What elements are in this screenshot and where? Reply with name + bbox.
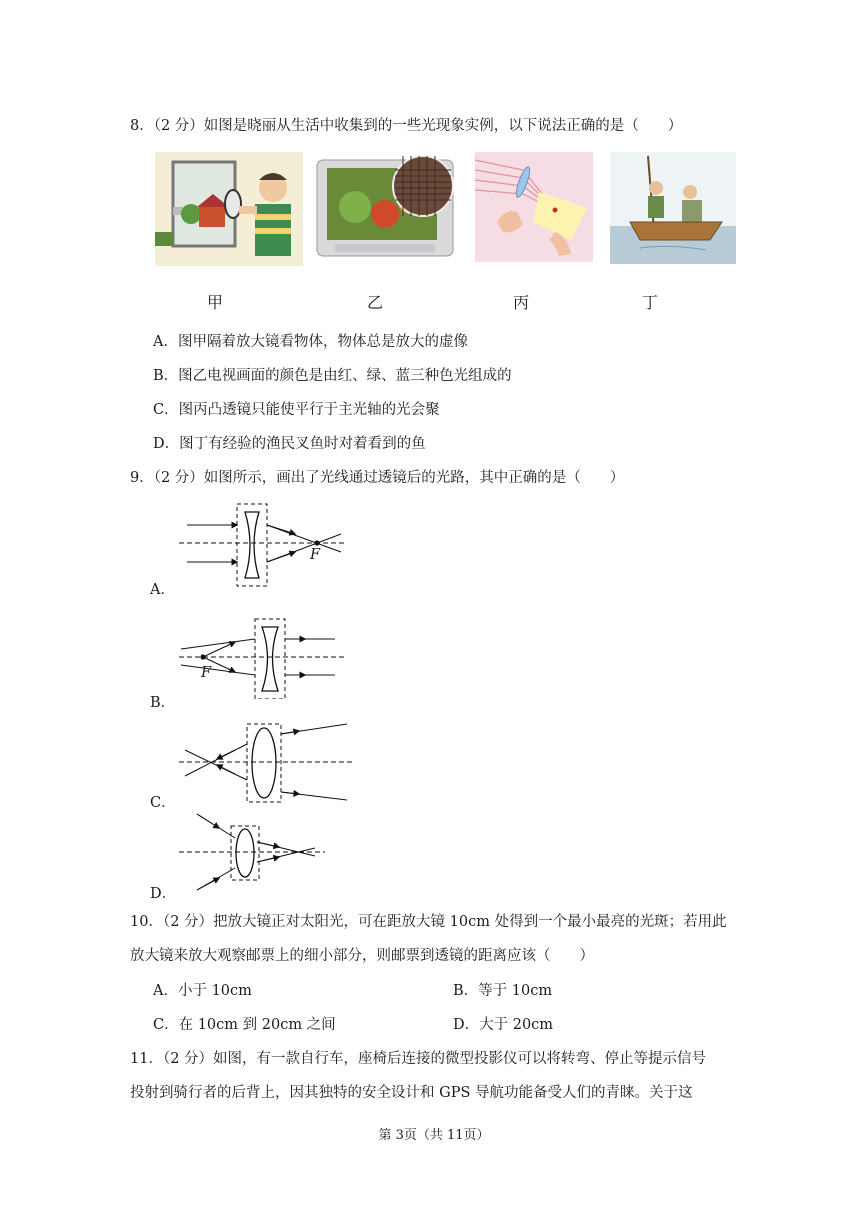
- q9-option-b: B．: [150, 695, 176, 711]
- q9-diagram-b: [175, 617, 355, 699]
- q9-diagram-a-focus-label: F: [310, 547, 321, 563]
- q9-stem: 9．（2 分）如图所示，画出了光线通过透镜后的光路，其中正确的是（ ）: [130, 470, 625, 486]
- q8-stem: 8．（2 分）如图是晓丽从生活中收集到的一些光现象实例，以下说法正确的是（ ）: [130, 118, 683, 134]
- q8-option-d: D．图丁有经验的渔民叉鱼时对着看到的鱼: [153, 436, 426, 452]
- q8-image-bing: [475, 152, 593, 262]
- q9-diagram-b-focus-label: F: [201, 665, 212, 681]
- q8-image-ding: [610, 152, 736, 264]
- q10-option-c: C．在 10cm 到 20cm 之间: [153, 1017, 336, 1033]
- q8-label-jia: 甲: [206, 293, 223, 312]
- q9-diagram-a: [175, 500, 355, 592]
- q9-option-d: D．: [150, 886, 177, 902]
- q8-label-bing: 丙: [512, 293, 529, 312]
- q8-label-ding: 丁: [641, 293, 658, 312]
- q9-option-c: C．: [150, 795, 176, 811]
- q8-option-a: A．图甲隔着放大镜看物体，物体总是放大的虚像: [153, 334, 468, 350]
- q10-stem-line2: 放大镜来放大观察邮票上的细小部分，则邮票到透镜的距离应该（ ）: [130, 948, 594, 964]
- q11-stem-line1: 11．（2 分）如图，有一款自行车，座椅后连接的微型投影仪可以将转弯、停止等提示信号: [130, 1051, 707, 1067]
- q8-image-yi: [315, 152, 455, 262]
- q8-image-jia: [155, 152, 303, 266]
- q8-label-yi: 乙: [366, 293, 383, 312]
- q9-option-a: A．: [150, 582, 175, 598]
- q10-option-b: B．等于 10cm: [453, 983, 553, 999]
- q10-option-a: A．小于 10cm: [153, 983, 252, 999]
- q9-diagram-c: [175, 722, 355, 804]
- q11-stem-line2: 投射到骑行者的后背上，因其独特的安全设计和 GPS 导航功能备受人们的青睐。关于这: [130, 1085, 693, 1101]
- q8-option-c: C．图丙凸透镜只能使平行于主光轴的光会聚: [153, 402, 440, 418]
- q10-stem-line1: 10．（2 分）把放大镜正对太阳光，可在距放大镜 10cm 处得到一个最小最亮的光斑；若用此: [130, 914, 727, 930]
- page-footer: 第 3页（共 11页）: [378, 1128, 490, 1143]
- q8-option-b: B．图乙电视画面的颜色是由红、绿、蓝三种色光组成的: [153, 368, 512, 384]
- q10-option-d: D．大于 20cm: [453, 1017, 554, 1033]
- q9-diagram-d: [175, 810, 335, 892]
